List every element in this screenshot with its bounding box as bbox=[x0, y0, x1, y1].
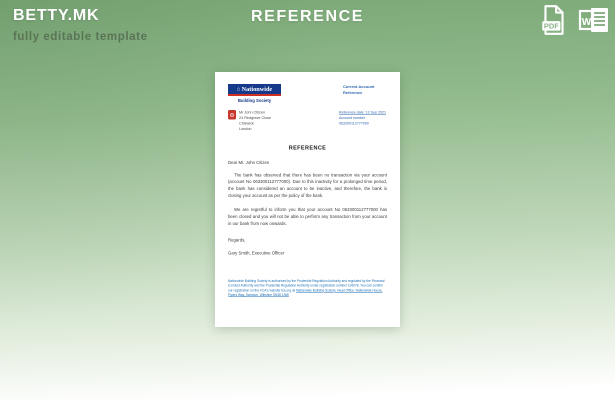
stamp-icon bbox=[228, 110, 236, 120]
building-society-label: Building Society bbox=[237, 98, 272, 103]
address-line: London bbox=[239, 126, 252, 131]
letter-paragraph-1: The bank has observed that there has been no transaction via your account (account No 063300112777000). Due to this inactivity for a prolonged time period, the bank has considered an account to be inactive, and therefore, the bank is closing your account as per the policy of the bank. bbox=[228, 172, 387, 199]
download-word-button[interactable] bbox=[577, 4, 611, 38]
account-heading-line2: Reference bbox=[343, 90, 363, 95]
page-title: REFERENCE bbox=[250, 8, 365, 25]
nationwide-logo bbox=[228, 84, 281, 103]
address-line: 24 Redgrave Close bbox=[239, 115, 272, 120]
letter-footer bbox=[228, 279, 387, 298]
salutation: Dear Mr. John Citizen bbox=[228, 159, 270, 165]
pdf-file-icon bbox=[539, 4, 569, 39]
download-pdf-button[interactable] bbox=[537, 4, 571, 38]
download-actions bbox=[537, 4, 611, 38]
word-file-icon bbox=[577, 4, 611, 39]
account-number: Account number 063300112777000 bbox=[339, 115, 369, 126]
svg-text:PDF: PDF bbox=[543, 21, 559, 31]
address-line: Chiswick bbox=[239, 120, 254, 126]
account-heading-line1: Current Account bbox=[343, 84, 375, 89]
footer-regulatory-text: Nationwide Building Society is authorised by the Prudential Regulation Authority and regulated by the Financial Conduct Authority and the Prudential Regulation Authority under registration number 106078. You can confirm our registration on the FCA's website fca.org.uk bbox=[228, 279, 385, 293]
reference-date: Reference date: 13 Sep 2021 bbox=[339, 110, 386, 115]
nationwide-emblem-icon: ⌂ bbox=[236, 85, 241, 92]
brand-tagline: fully editable template bbox=[13, 31, 148, 43]
recipient-address bbox=[239, 110, 271, 132]
nationwide-logo-text: Nationwide bbox=[241, 85, 273, 93]
svg-text:W: W bbox=[581, 16, 592, 28]
letter-signature: Gary Smith, Executive Officer bbox=[228, 250, 285, 256]
letter-template-preview bbox=[215, 72, 400, 327]
account-heading bbox=[343, 84, 387, 103]
brand-logo[interactable]: BETTY.MK bbox=[13, 7, 100, 24]
letter-title: REFERENCE bbox=[288, 144, 327, 151]
reference-meta bbox=[339, 110, 387, 132]
footer-address-text: Nationwide Building Society, Head Office: Nationwide House, Pipers Way, Swindon, Wiltshire SN38 1NW bbox=[228, 288, 383, 298]
letter-paragraph-2: We are regretful to inform you that your account No 063300112777000 has been closed and you will not be able to perform any transaction from your account in our bank from now onwards. bbox=[228, 207, 387, 227]
address-line: Mr John Citizen bbox=[239, 110, 266, 115]
letter-closing: Regards, bbox=[228, 237, 246, 243]
